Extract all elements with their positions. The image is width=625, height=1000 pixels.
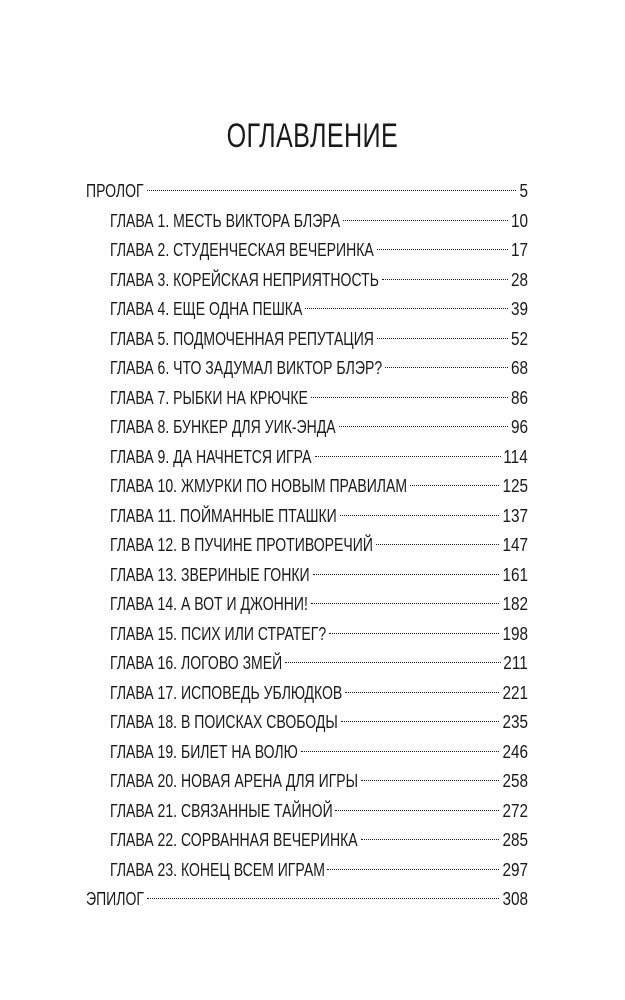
toc-entry bbox=[110, 678, 528, 708]
toc-entry-page-number: 137 bbox=[502, 505, 528, 526]
toc-entry-title: ПРОЛОГ bbox=[86, 181, 144, 201]
toc-entry-page-number: 198 bbox=[502, 623, 528, 644]
toc-entry-title: ГЛАВА 23. КОНЕЦ ВСЕМ ИГРАМ bbox=[110, 859, 325, 880]
toc-entry-page-number: 86 bbox=[510, 387, 528, 408]
toc-entry-title: ГЛАВА 8. БУНКЕР ДЛЯ УИК-ЭНДА bbox=[110, 417, 336, 437]
page-title: ОГЛАВЛЕНИЕ bbox=[226, 117, 399, 155]
toc-entry bbox=[110, 737, 528, 767]
toc-entry-title: ГЛАВА 3. КОРЕЙСКАЯ НЕПРИЯТНОСТЬ bbox=[110, 269, 379, 290]
toc-entry-title: ГЛАВА 20. НОВАЯ АРЕНА ДЛЯ ИГРЫ bbox=[110, 771, 359, 791]
dot-leader bbox=[147, 190, 517, 191]
toc-entry-title: ГЛАВА 18. В ПОИСКАХ СВОБОДЫ bbox=[110, 712, 338, 732]
toc-entry-title: ГЛАВА 17. ИСПОВЕДЬ УБЛЮДКОВ bbox=[110, 682, 343, 703]
toc-entry bbox=[110, 412, 528, 442]
toc-entry bbox=[110, 206, 528, 236]
dot-leader bbox=[305, 308, 508, 309]
toc-entry bbox=[110, 825, 528, 855]
toc-entry-title: ГЛАВА 16. ЛОГОВО ЗМЕЙ bbox=[110, 653, 283, 673]
dot-leader bbox=[345, 692, 499, 693]
dot-leader bbox=[313, 574, 500, 575]
toc-entry-title: ГЛАВА 7. РЫБКИ НА КРЮЧКЕ bbox=[110, 387, 308, 408]
toc-entry-page-number: 39 bbox=[510, 299, 528, 319]
toc-entry-title: ГЛАВА 6. ЧТО ЗАДУМАЛ ВИКТОР БЛЭР? bbox=[110, 358, 383, 378]
dot-leader bbox=[376, 544, 499, 545]
dot-leader bbox=[335, 810, 499, 811]
dot-leader bbox=[343, 220, 508, 221]
toc-entry-page-number: 5 bbox=[519, 181, 528, 201]
dot-leader bbox=[315, 456, 501, 457]
toc-entry-page-number: 235 bbox=[502, 712, 528, 732]
toc-entry-title: ГЛАВА 2. СТУДЕНЧЕСКАЯ ВЕЧЕРИНКА bbox=[110, 240, 374, 260]
toc-entry bbox=[110, 560, 528, 590]
toc-entry-page-number: 297 bbox=[502, 859, 528, 880]
toc-entry bbox=[110, 648, 528, 678]
toc-entry-page-number: 246 bbox=[502, 741, 528, 762]
toc-entry-title: ГЛАВА 21. СВЯЗАННЫЕ ТАЙНОЙ bbox=[110, 800, 333, 821]
toc-entry-page-number: 114 bbox=[503, 446, 528, 467]
toc-entry-title: ГЛАВА 22. СОРВАННАЯ ВЕЧЕРИНКА bbox=[110, 830, 358, 850]
toc-entry-title: ГЛАВА 1. МЕСТЬ ВИКТОРА БЛЭРА bbox=[110, 210, 341, 231]
toc-entry-title: ГЛАВА 14. А ВОТ И ДЖОННИ! bbox=[110, 594, 308, 614]
toc-entry bbox=[110, 294, 528, 324]
toc-entry bbox=[110, 383, 528, 413]
dot-leader bbox=[361, 839, 499, 840]
toc-entry-page-number: 125 bbox=[502, 476, 528, 496]
toc-entry bbox=[110, 235, 528, 265]
toc-entry-page-number: 17 bbox=[510, 240, 528, 260]
toc-entry-page-number: 285 bbox=[502, 830, 528, 850]
dot-leader bbox=[361, 780, 499, 781]
dot-leader bbox=[285, 662, 501, 663]
dot-leader bbox=[311, 397, 508, 398]
dot-leader bbox=[341, 721, 499, 722]
toc-entry-title: ГЛАВА 10. ЖМУРКИ ПО НОВЫМ ПРАВИЛАМ bbox=[110, 476, 408, 496]
toc-entry-page-number: 308 bbox=[502, 889, 528, 909]
toc-entry-title: ЭПИЛОГ bbox=[86, 889, 145, 909]
dot-leader bbox=[339, 426, 508, 427]
dot-leader bbox=[410, 485, 499, 486]
toc-entry bbox=[110, 707, 528, 737]
toc-entry bbox=[110, 265, 528, 295]
dot-leader bbox=[301, 751, 500, 752]
toc-entry-title: ГЛАВА 4. ЕЩЕ ОДНА ПЕШКА bbox=[110, 299, 303, 319]
toc-entry bbox=[110, 530, 528, 560]
toc-entry-title: ГЛАВА 13. ЗВЕРИНЫЕ ГОНКИ bbox=[110, 564, 310, 585]
toc-entry-title: ГЛАВА 5. ПОДМОЧЕННАЯ РЕПУТАЦИЯ bbox=[110, 328, 374, 349]
toc-entry bbox=[110, 766, 528, 796]
toc-entry-page-number: 96 bbox=[510, 417, 528, 437]
toc-entry-page-number: 161 bbox=[502, 564, 528, 585]
toc-entry-page-number: 52 bbox=[510, 328, 528, 349]
dot-leader bbox=[382, 279, 508, 280]
toc-entry-title: ГЛАВА 12. В ПУЧИНЕ ПРОТИВОРЕЧИЙ bbox=[110, 535, 373, 555]
toc-entry-page-number: 211 bbox=[503, 653, 528, 673]
dot-leader bbox=[385, 367, 508, 368]
dot-leader bbox=[147, 898, 499, 899]
toc-entry-page-number: 182 bbox=[502, 594, 528, 614]
toc-entry-page-number: 272 bbox=[502, 800, 528, 821]
toc-entry-title: ГЛАВА 15. ПСИХ ИЛИ СТРАТЕГ? bbox=[110, 623, 327, 644]
toc-entry-title: ГЛАВА 11. ПОЙМАННЫЕ ПТАШКИ bbox=[110, 505, 337, 526]
toc-entry bbox=[110, 442, 528, 472]
toc-entry bbox=[110, 855, 528, 885]
dot-leader bbox=[311, 603, 500, 604]
toc-entry-page-number: 28 bbox=[510, 269, 528, 290]
toc-entry-page-number: 10 bbox=[510, 210, 528, 231]
dot-leader bbox=[327, 869, 499, 870]
toc-entry bbox=[86, 884, 528, 914]
dot-leader bbox=[340, 515, 500, 516]
toc-entry bbox=[110, 471, 528, 501]
toc-entry bbox=[110, 501, 528, 531]
toc-entry bbox=[110, 589, 528, 619]
toc-entry bbox=[86, 176, 528, 206]
toc-entry-title: ГЛАВА 19. БИЛЕТ НА ВОЛЮ bbox=[110, 741, 298, 762]
toc-entry bbox=[110, 796, 528, 826]
dot-leader bbox=[377, 249, 508, 250]
toc-entry-page-number: 258 bbox=[502, 771, 528, 791]
toc-entry-page-number: 147 bbox=[502, 535, 528, 555]
toc-entry-page-number: 68 bbox=[510, 358, 528, 378]
dot-leader bbox=[377, 338, 508, 339]
toc-entry-title: ГЛАВА 9. ДА НАЧНЕТСЯ ИГРА bbox=[110, 446, 312, 467]
dot-leader bbox=[329, 633, 499, 634]
toc-entry bbox=[110, 324, 528, 354]
toc-entry bbox=[110, 353, 528, 383]
toc-entry-page-number: 221 bbox=[502, 682, 528, 703]
toc-entry bbox=[110, 619, 528, 649]
